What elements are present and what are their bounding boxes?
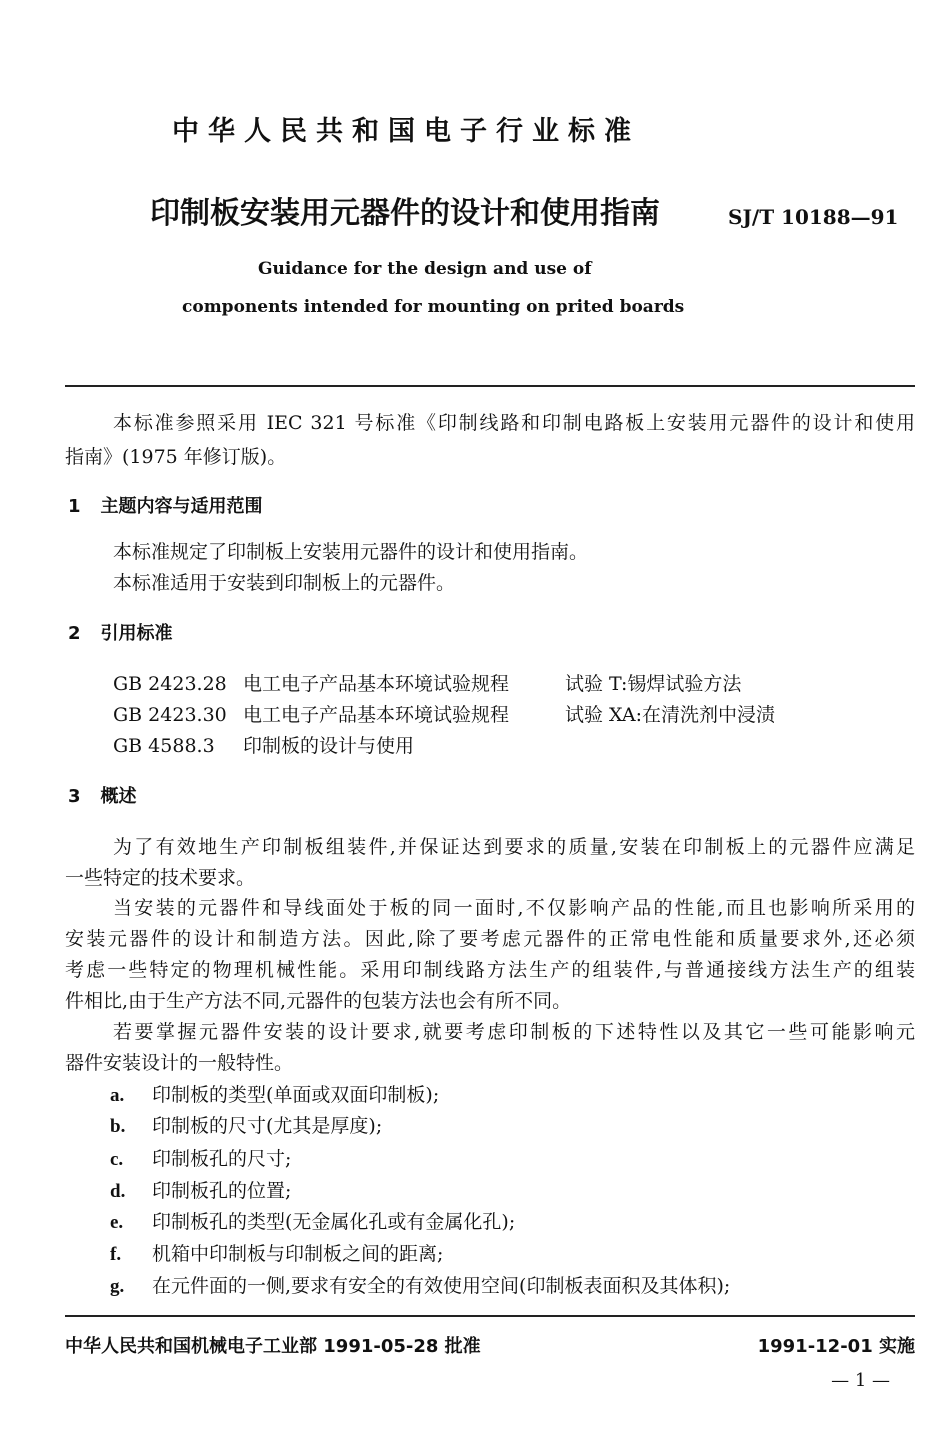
list-text: 机箱中印制板与印制板之间的距离;	[152, 1243, 444, 1265]
reference-code: GB 2423.30	[113, 704, 227, 726]
intro-line-2: 指南》(1975 年修订版)。	[65, 446, 287, 468]
list-marker: d.	[110, 1181, 126, 1202]
section-number: 1	[68, 496, 81, 517]
reference-title: 印制板的设计与使用	[243, 735, 415, 757]
paragraph-line: 若要掌握元器件安装的设计要求,就要考虑印制板的下述特性以及其它一些可能影响元	[113, 1021, 915, 1043]
paragraph: 本标准规定了印制板上安装用元器件的设计和使用指南。	[113, 541, 589, 563]
section-3-heading	[68, 788, 137, 806]
reference-item	[113, 737, 565, 756]
effective-date: 1991-12-01 实施	[757, 1336, 915, 1357]
header-divider	[65, 385, 915, 387]
paragraph-line: 件相比,由于生产方法不同,元器件的包装方法也会有所不同。	[65, 990, 572, 1012]
list-marker: a.	[110, 1085, 125, 1106]
paragraph-line: 一些特定的技术要求。	[65, 867, 256, 889]
list-marker: f.	[110, 1244, 122, 1265]
list-item	[110, 1213, 515, 1232]
section-title: 主题内容与适用范围	[100, 496, 263, 517]
list-text: 印制板孔的尺寸;	[152, 1148, 292, 1170]
paragraph: 本标准适用于安装到印制板上的元器件。	[113, 572, 456, 594]
list-item	[110, 1150, 291, 1169]
section-2-heading	[68, 625, 173, 643]
paragraph-line: 安装元器件的设计和制造方法。因此,除了要考虑元器件的正常电性能和质量要求外,还必须	[65, 928, 915, 950]
list-item	[110, 1086, 439, 1105]
paragraph-line: 考虑一些特定的物理机械性能。采用印制线路方法生产的组装件,与普通接线方法生产的组装	[65, 959, 915, 981]
footer-divider	[65, 1315, 915, 1317]
reference-item	[113, 706, 775, 725]
list-text: 印制板的尺寸(尤其是厚度);	[152, 1115, 383, 1137]
list-text: 印制板的类型(单面或双面印制板);	[152, 1084, 440, 1106]
reference-title: 电工电子产品基本环境试验规程	[243, 673, 510, 695]
list-marker: e.	[110, 1212, 124, 1233]
section-number: 3	[68, 786, 81, 807]
section-title: 引用标准	[100, 623, 173, 644]
reference-code: GB 4588.3	[113, 735, 215, 757]
reference-subtitle: 试验 XA:在清洗剂中浸渍	[565, 704, 776, 726]
section-title: 概述	[100, 786, 137, 807]
reference-title: 电工电子产品基本环境试验规程	[243, 704, 510, 726]
list-marker: b.	[110, 1116, 126, 1137]
reference-subtitle: 试验 T:锡焊试验方法	[565, 673, 742, 695]
list-text: 印制板孔的类型(无金属化孔或有金属化孔);	[152, 1211, 516, 1233]
list-marker: g.	[110, 1276, 125, 1297]
standard-code: SJ/T 10188—91	[728, 205, 899, 229]
paragraph-line: 当安装的元器件和导线面处于板的同一面时,不仅影响产品的性能,而且也影响所采用的	[113, 897, 915, 919]
section-number: 2	[68, 623, 81, 644]
intro-line-1: 本标准参照采用 IEC 321 号标准《印制线路和印制电路板上安装用元器件的设计和使用	[113, 412, 915, 434]
issuing-body-line: 中华人民共和国电子行业标准	[172, 116, 640, 147]
list-text: 印制板孔的位置;	[152, 1180, 292, 1202]
english-title-line-1: Guidance for the design and use of	[258, 259, 592, 279]
paragraph-line: 为了有效地生产印制板组装件,并保证达到要求的质量,安装在印制板上的元器件应满足	[113, 836, 915, 858]
list-text: 在元件面的一侧,要求有安全的有效使用空间(印制板表面积及其体积);	[152, 1275, 731, 1297]
list-item	[110, 1182, 291, 1201]
list-item	[110, 1277, 730, 1296]
document-title: 印制板安装用元器件的设计和使用指南	[150, 196, 660, 231]
list-marker: c.	[110, 1149, 124, 1170]
list-item	[110, 1117, 382, 1136]
reference-item	[113, 675, 741, 694]
approval-line: 中华人民共和国机械电子工业部 1991-05-28 批准	[65, 1336, 481, 1357]
section-1-heading	[68, 498, 263, 516]
page-number: — 1 —	[831, 1370, 890, 1391]
paragraph-line: 器件安装设计的一般特性。	[65, 1052, 294, 1074]
reference-code: GB 2423.28	[113, 673, 227, 695]
english-title-line-2: components intended for mounting on prited boards	[182, 297, 685, 317]
list-item	[110, 1245, 443, 1264]
